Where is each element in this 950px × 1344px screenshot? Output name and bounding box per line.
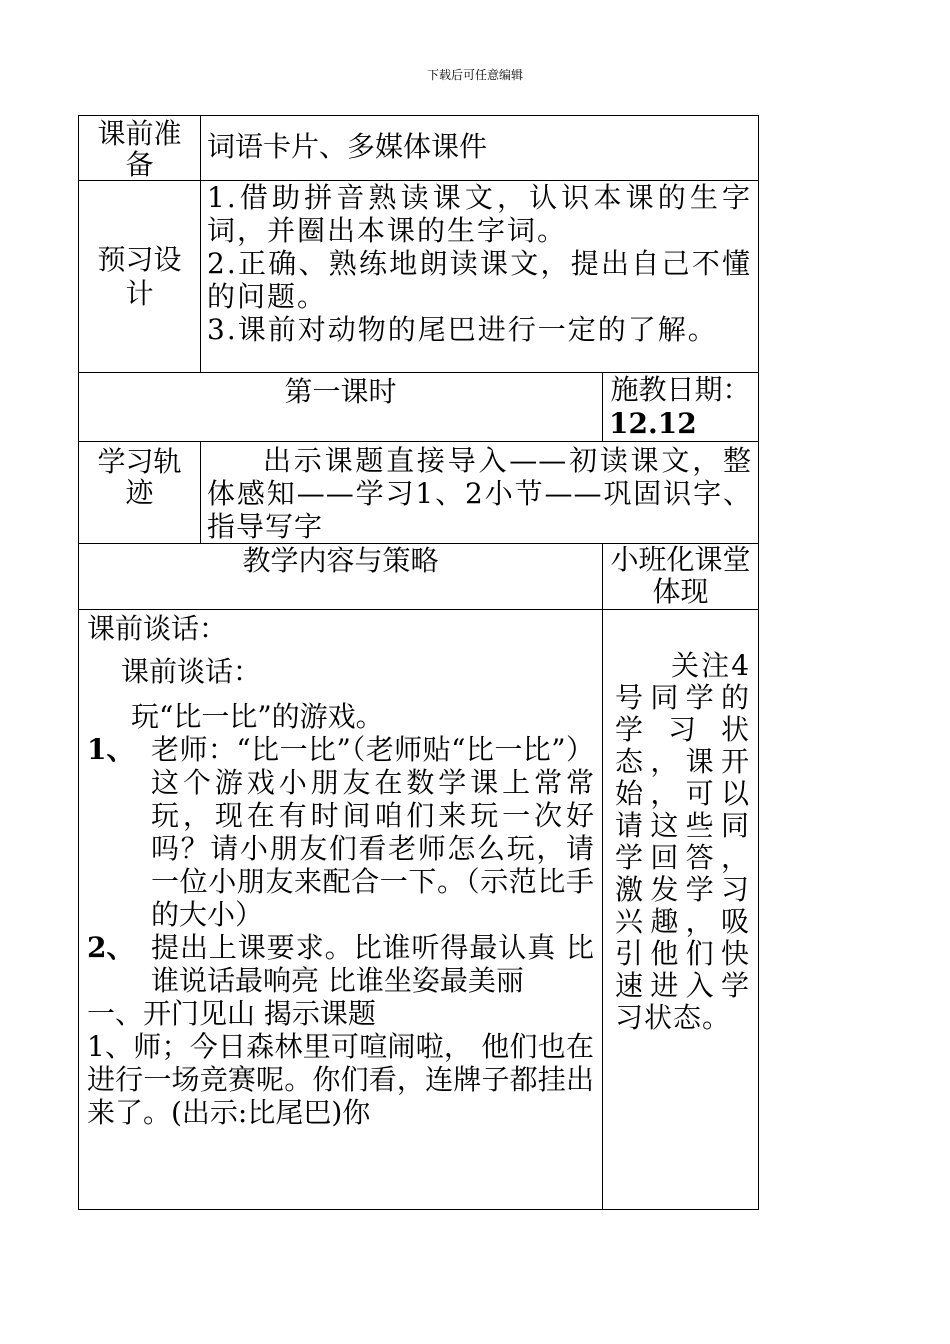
prep-content: 词语卡片、多媒体课件 (201, 116, 759, 181)
row-prep (79, 116, 759, 181)
row-track (79, 442, 759, 544)
row-preview (79, 181, 759, 373)
track-label: 学习轨迹 (79, 442, 201, 544)
strategy-header-left: 教学内容与策略 (79, 544, 603, 610)
step-1-text: 老师：“比一比”（老师贴“比一比”）这个游戏小朋友在数学课上常常玩，现在有时间咱们来玩一次好吗？请小朋友们看老师怎么玩，请一位小朋友来配合一下。（示范比手的大小） (151, 733, 594, 931)
body-step-1 (87, 733, 594, 931)
body-content (79, 610, 603, 1210)
row-body (79, 610, 759, 1210)
header-note: 下载后可任意编辑 (426, 68, 523, 82)
body-subheading: 课前谈话： (121, 655, 262, 688)
session-date-label: 施教日期： (610, 373, 751, 406)
track-text: 出示课题直接导入——初读课文，整体感知——学习1、2小节——巩固识字、指导写字 (207, 444, 753, 543)
preview-content (201, 181, 759, 373)
step-2-number: 2、 (87, 931, 135, 964)
session-title: 第一课时 (79, 373, 603, 442)
body-note (603, 610, 759, 1210)
note-text: 关注4号同学的学习状态，课开始，可以请这些同学回答，激发学习兴趣，吸引他们快速进入学习状态。 (615, 649, 751, 1034)
body-heading: 课前谈话： (87, 612, 228, 645)
session-date-value: 12.12 (609, 407, 697, 440)
prep-label: 课前准备 (79, 116, 201, 181)
step-1-number: 1、 (87, 733, 135, 766)
body-game-line: 玩“比一比”的游戏。 (131, 700, 384, 733)
preview-label: 预习设计 (79, 181, 201, 373)
track-content (201, 442, 759, 544)
step-2-text: 提出上课要求。比谁听得最认真 比谁说话最响亮 比谁坐姿最美丽 (151, 931, 594, 997)
body-teacher-line: 1、师；今日森林里可喧闹啦， 他们也在进行一场竞赛呢。你们看，连牌子都挂出来了。(出示:比尾巴)你 (87, 1030, 594, 1129)
body-section-one: 一、开门见山 揭示课题 (87, 997, 376, 1030)
row-strategy-header (79, 544, 759, 610)
strategy-header-right: 小班化课堂体现 (603, 544, 759, 610)
body-step-2 (87, 931, 594, 997)
preview-item-1: 1.借助拼音熟读课文，认识本课的生字词，并圈出本课的生字词。 (207, 181, 753, 247)
lesson-plan-table (78, 115, 759, 1210)
session-date (603, 373, 759, 442)
preview-item-2: 2.正确、熟练地朗读课文，提出自己不懂的问题。 (207, 247, 753, 313)
preview-item-3: 3.课前对动物的尾巴进行一定的了解。 (207, 313, 718, 346)
row-session (79, 373, 759, 442)
